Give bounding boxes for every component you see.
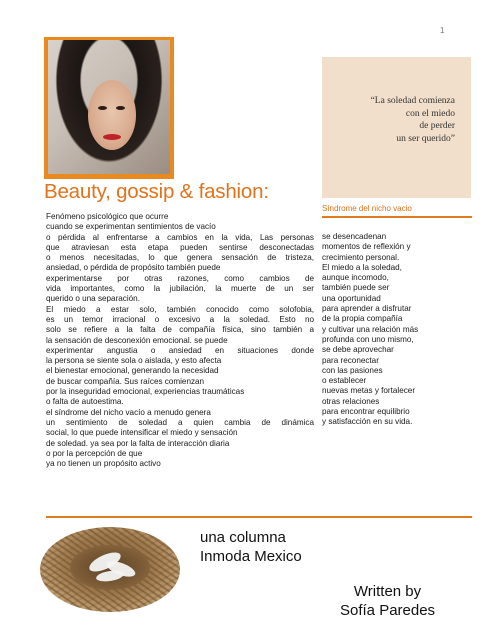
right-column-line: otras relaciones bbox=[322, 396, 380, 406]
left-column-line: solo se refiere a la falta de compañía física, sino también a bbox=[46, 325, 314, 335]
left-column-line: querido o una separación. bbox=[46, 294, 140, 304]
right-column-line: El miedo a la soledad, bbox=[322, 262, 402, 272]
left-column-line: ansiedad, o pérdida de propósito también puede bbox=[46, 263, 221, 273]
section-label: Síndrome del nicho vacio bbox=[322, 204, 412, 213]
left-column-line: por la inseguridad emocional, experiencias traumáticas bbox=[46, 387, 245, 397]
left-column-line: cuando se experimentan sentimientos de vacío bbox=[46, 222, 216, 232]
left-column-line: el bienestar emocional, generando la necesidad bbox=[46, 366, 219, 376]
right-column-line: y cultivar una relación más bbox=[322, 324, 419, 334]
author-photo-frame bbox=[44, 37, 174, 179]
left-column-line: de soledad. ya sea por la falta de interacción diaria bbox=[46, 438, 230, 448]
bottom-divider bbox=[46, 516, 472, 518]
right-column-line: profunda con uno mismo, bbox=[322, 334, 414, 344]
left-column-line: o pérdida al enfrentarse a cambios en la vida, Las personas bbox=[46, 232, 314, 242]
left-column-line: ya no tienen un propósito activo bbox=[46, 459, 161, 469]
left-column-line: o menos necesitadas, lo que genera sensación de tristeza, bbox=[46, 253, 314, 263]
column-tag-line1: una columna bbox=[200, 529, 286, 546]
byline-author: Sofía Paredes bbox=[340, 602, 436, 619]
left-column-line: experimentar angustia o ansiedad en situaciones donde bbox=[46, 345, 314, 355]
left-column-line: experimentarse por otras razones, como cambios de bbox=[46, 273, 314, 283]
right-column-line: para encontrar equilibrio bbox=[322, 407, 410, 417]
quote-box bbox=[322, 57, 471, 198]
pull-quote: “La soledad comienza con el miedo de perder un ser querido” bbox=[370, 96, 455, 144]
right-column-line: para reconectar bbox=[322, 355, 379, 365]
left-column-line: social, lo que puede intensificar el miedo y sensación bbox=[46, 428, 238, 438]
right-column-line: con las pasiones bbox=[322, 365, 383, 375]
left-column-line: El miedo a estar solo, también conocido como solofobia, bbox=[46, 304, 314, 314]
right-column-line: se desencadenan bbox=[322, 232, 387, 241]
left-column-line: la persona se siente sola o aislada, y esto afecta bbox=[46, 356, 222, 366]
left-column-line: de buscar compañía. Sus raíces comienzan bbox=[46, 376, 205, 386]
nest-image bbox=[40, 527, 180, 612]
right-column-line: de la propia compañía bbox=[322, 314, 403, 324]
left-column-line: Fenómeno psicológico que ocurre bbox=[46, 212, 169, 221]
byline bbox=[340, 582, 435, 620]
right-column-line: nuevas metas y fortalecer bbox=[322, 386, 416, 396]
column-tag bbox=[200, 528, 302, 566]
right-column-line: momentos de reflexión y bbox=[322, 242, 411, 252]
byline-line1: Written by bbox=[353, 583, 422, 600]
left-column-line: vida importantes, como la jubilación, la muerte de un ser bbox=[46, 284, 314, 294]
column-tag-line2: Inmoda Mexico bbox=[200, 548, 302, 565]
section-rule bbox=[322, 216, 472, 218]
article-title: Beauty, gossip & fashion: bbox=[44, 180, 269, 203]
right-column bbox=[322, 232, 472, 428]
left-column-line: que atraviesan esta etapa pueden sentirse desconectadas bbox=[46, 242, 314, 252]
right-column-line: se debe aprovechar bbox=[322, 345, 394, 355]
left-column-line: un sentimiento de soledad a quien cambia de dinámica bbox=[46, 417, 314, 427]
right-column-line: para aprender a disfrutar bbox=[322, 304, 412, 314]
left-column bbox=[46, 212, 314, 469]
right-column-line: y satisfacción en su vida. bbox=[322, 417, 413, 427]
right-column-line: o establecer bbox=[322, 376, 367, 386]
left-column-line: o por la percepción de que bbox=[46, 448, 143, 458]
right-column-line: una oportunidad bbox=[322, 293, 381, 303]
author-photo bbox=[48, 40, 170, 174]
page-number: 1 bbox=[440, 26, 445, 35]
left-column-line: o falta de autoestima. bbox=[46, 397, 124, 407]
left-column-line: es un temor irracional o excesivo a la soledad. Esto no bbox=[46, 314, 314, 324]
left-column-line: el síndrome del nicho vacío a menudo genera bbox=[46, 407, 211, 417]
right-column-line: también puede ser bbox=[322, 283, 390, 293]
right-column-line: aunque incomodo, bbox=[322, 273, 389, 283]
left-column-line: la sensación de desconexión emocional. se puede bbox=[46, 335, 228, 345]
right-column-line: crecimiento personal. bbox=[322, 252, 400, 262]
